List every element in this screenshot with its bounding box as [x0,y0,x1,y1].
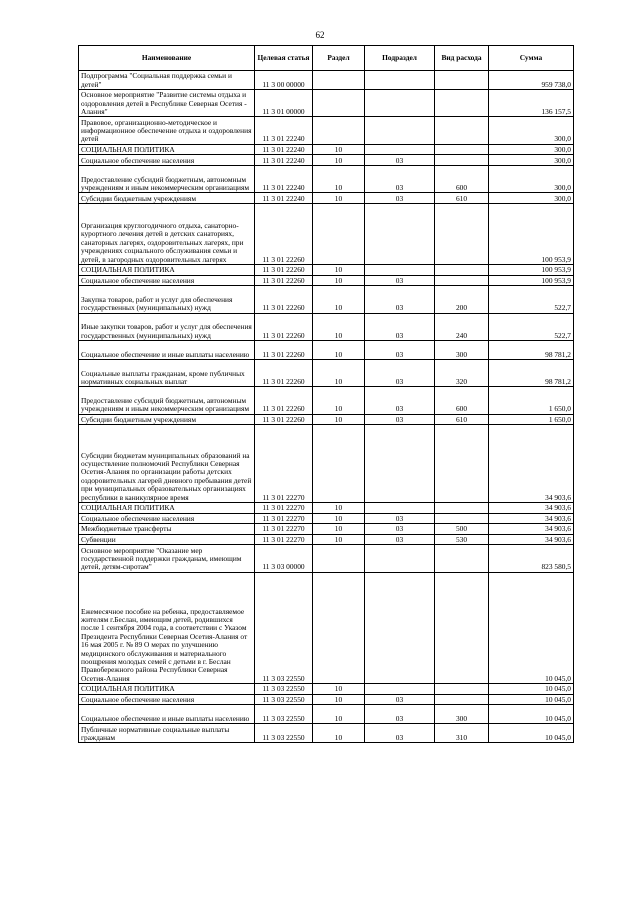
cell-subsection: 03 [365,534,435,545]
cell-expense-type: 500 [435,524,489,535]
table-row [79,71,574,90]
header-target-article: Целевая статья [255,46,313,71]
cell-section [313,117,365,144]
cell-section: 10 [313,534,365,545]
cell-section: 10 [313,524,365,535]
cell-section: 10 [313,144,365,155]
cell-section [313,71,365,90]
cell-amount: 1 650,0 [489,414,574,425]
cell-expense-type [435,90,489,117]
cell-target-article: 11 3 00 00000 [255,71,313,90]
cell-amount: 300,0 [489,165,574,192]
cell-section: 10 [313,264,365,275]
cell-target-article: 11 3 01 22270 [255,513,313,524]
cell-subsection: 03 [365,340,435,359]
cell-expense-type [435,155,489,166]
cell-amount: 34 903,6 [489,425,574,503]
cell-subsection [365,503,435,514]
cell-target-article: 11 3 01 22270 [255,524,313,535]
cell-target-article: 11 3 01 22240 [255,117,313,144]
cell-amount: 10 045,0 [489,684,574,695]
cell-expense-type [435,275,489,286]
table-row [79,90,574,117]
cell-amount: 100 953,9 [489,264,574,275]
cell-section [313,90,365,117]
cell-target-article: 11 3 01 22270 [255,534,313,545]
cell-amount: 300,0 [489,144,574,155]
cell-name: СОЦИАЛЬНАЯ ПОЛИТИКА [79,503,255,514]
cell-expense-type: 610 [435,414,489,425]
table-row [79,155,574,166]
table-row [79,524,574,535]
cell-name: Социальное обеспечение населения [79,513,255,524]
cell-expense-type [435,572,489,683]
cell-section: 10 [313,684,365,695]
cell-name: СОЦИАЛЬНАЯ ПОЛИТИКА [79,144,255,155]
cell-target-article: 11 3 03 22550 [255,705,313,724]
cell-target-article: 11 3 03 22550 [255,694,313,705]
table-row [79,724,574,743]
cell-expense-type [435,144,489,155]
table-row [79,144,574,155]
cell-section: 10 [313,165,365,192]
cell-name: Межбюджетные трансферты [79,524,255,535]
cell-target-article: 11 3 01 22260 [255,275,313,286]
cell-name: Публичные нормативные социальные выплаты гражданам [79,724,255,743]
table-row [79,313,574,340]
cell-target-article: 11 3 01 22260 [255,414,313,425]
cell-target-article: 11 3 01 22240 [255,193,313,204]
cell-subsection: 03 [365,414,435,425]
cell-target-article: 11 3 03 00000 [255,545,313,572]
cell-amount: 34 903,6 [489,503,574,514]
cell-target-article: 11 3 03 22550 [255,572,313,683]
cell-section [313,572,365,683]
header-expense-type: Вид расхода [435,46,489,71]
cell-amount: 98 781,2 [489,340,574,359]
cell-name: Основное мероприятие "Оказание мер государственной поддержки гражданам, имеющим детей, детям-сиротам" [79,545,255,572]
cell-expense-type: 300 [435,340,489,359]
cell-amount: 10 045,0 [489,724,574,743]
cell-section: 10 [313,193,365,204]
cell-section: 10 [313,286,365,313]
cell-name: СОЦИАЛЬНАЯ ПОЛИТИКА [79,684,255,695]
cell-expense-type [435,425,489,503]
table-row [79,545,574,572]
cell-subsection [365,90,435,117]
cell-expense-type [435,684,489,695]
cell-expense-type [435,503,489,514]
cell-name: Социальное обеспечение населения [79,694,255,705]
cell-amount: 100 953,9 [489,275,574,286]
cell-target-article: 11 3 01 22270 [255,503,313,514]
budget-table [78,45,574,743]
cell-target-article: 11 3 01 22260 [255,387,313,414]
cell-name: Ежемесячное пособие на ребенка, предоставляемое жителям г.Беслан, имеющим детей, родившихся после 1 сентября 2004 года, в соответствии с Указом Президента Республики Северная Осетия-Алания от 16 мая 2005 г. № 89 О мерах по улучшению медицинского обслуживания и материального поощрения молодых семей с детьми в г. Беслан Правобережного района Республики Северная Осетия-Алания [79,572,255,683]
cell-amount: 34 903,6 [489,534,574,545]
cell-amount: 300,0 [489,193,574,204]
cell-section [313,545,365,572]
cell-subsection: 03 [365,387,435,414]
table-row [79,387,574,414]
cell-name: Социальное обеспечение населения [79,275,255,286]
cell-target-article: 11 3 01 22260 [255,264,313,275]
cell-expense-type [435,117,489,144]
cell-target-article: 11 3 01 22260 [255,313,313,340]
cell-amount: 10 045,0 [489,694,574,705]
cell-subsection [365,203,435,264]
cell-subsection [365,684,435,695]
table-row [79,117,574,144]
table-row [79,503,574,514]
cell-amount: 136 157,5 [489,90,574,117]
table-row [79,165,574,192]
cell-section: 10 [313,313,365,340]
cell-target-article: 11 3 01 22240 [255,165,313,192]
table-row [79,340,574,359]
cell-subsection: 03 [365,359,435,386]
table-row [79,359,574,386]
table-row [79,705,574,724]
cell-subsection [365,545,435,572]
cell-amount: 522,7 [489,313,574,340]
cell-subsection [365,572,435,683]
cell-section [313,425,365,503]
cell-name: Субсидии бюджетным учреждениям [79,414,255,425]
table-body [79,71,574,743]
cell-subsection [365,425,435,503]
cell-target-article: 11 3 03 22550 [255,684,313,695]
cell-expense-type: 530 [435,534,489,545]
cell-name: Закупка товаров, работ и услуг для обеспечения государственных (муниципальных) нужд [79,286,255,313]
cell-name: Социальное обеспечение и иные выплаты населению [79,705,255,724]
cell-name: Социальное обеспечение и иные выплаты населению [79,340,255,359]
cell-target-article: 11 3 01 22240 [255,144,313,155]
cell-section [313,203,365,264]
table-row [79,684,574,695]
cell-expense-type: 200 [435,286,489,313]
cell-subsection [365,117,435,144]
cell-amount: 10 045,0 [489,572,574,683]
cell-amount: 98 781,2 [489,359,574,386]
cell-amount: 959 738,0 [489,71,574,90]
table-row [79,694,574,705]
cell-subsection [365,264,435,275]
cell-amount: 10 045,0 [489,705,574,724]
cell-section: 10 [313,359,365,386]
cell-name: Субвенции [79,534,255,545]
cell-section: 10 [313,340,365,359]
table-row [79,264,574,275]
table-row [79,203,574,264]
cell-amount: 300,0 [489,155,574,166]
cell-expense-type [435,264,489,275]
cell-target-article: 11 3 01 22260 [255,203,313,264]
cell-subsection [365,71,435,90]
cell-section: 10 [313,275,365,286]
cell-name: Правовое, организационно-методическое и информационное обеспечение отдыха и оздоровления детей [79,117,255,144]
cell-subsection: 03 [365,313,435,340]
cell-target-article: 11 3 03 22550 [255,724,313,743]
cell-amount: 100 953,9 [489,203,574,264]
cell-subsection: 03 [365,155,435,166]
cell-subsection: 03 [365,165,435,192]
cell-section: 10 [313,694,365,705]
cell-subsection: 03 [365,286,435,313]
cell-name: Субсидии бюджетным учреждениям [79,193,255,204]
cell-expense-type [435,694,489,705]
table-row [79,513,574,524]
page-number: 62 [315,30,325,40]
cell-name: Организация круглогодичного отдыха, санаторно-курортного лечения детей в детских санаториях, санаторных лагерях, оздоровительных лагерях, при учреждениях социального обслуживания семьи и детей, в загородных оздоровительных лагерях [79,203,255,264]
cell-name: Иные закупки товаров, работ и услуг для обеспечения государственных (муниципальных) нужд [79,313,255,340]
cell-target-article: 11 3 01 22270 [255,425,313,503]
cell-section: 10 [313,387,365,414]
cell-expense-type: 320 [435,359,489,386]
cell-section: 10 [313,513,365,524]
cell-expense-type [435,203,489,264]
cell-expense-type: 300 [435,705,489,724]
cell-subsection: 03 [365,694,435,705]
cell-subsection: 03 [365,524,435,535]
cell-name: Социальное обеспечение населения [79,155,255,166]
cell-subsection: 03 [365,705,435,724]
header-row [79,46,574,71]
cell-name: Предоставление субсидий бюджетным, автономным учреждениям и иным некоммерческим организациям [79,387,255,414]
table-row [79,275,574,286]
cell-section: 10 [313,503,365,514]
cell-expense-type [435,513,489,524]
cell-section: 10 [313,705,365,724]
cell-subsection: 03 [365,193,435,204]
cell-expense-type: 600 [435,387,489,414]
cell-name: СОЦИАЛЬНАЯ ПОЛИТИКА [79,264,255,275]
cell-amount: 34 903,6 [489,513,574,524]
cell-target-article: 11 3 01 22260 [255,340,313,359]
cell-target-article: 11 3 01 00000 [255,90,313,117]
cell-section: 10 [313,414,365,425]
cell-expense-type [435,71,489,90]
cell-subsection [365,144,435,155]
header-amount: Сумма [489,46,574,71]
cell-section: 10 [313,724,365,743]
cell-name: Подпрограмма "Социальная поддержка семьи и детей" [79,71,255,90]
header-section: Раздел [313,46,365,71]
cell-target-article: 11 3 01 22260 [255,359,313,386]
cell-subsection: 03 [365,724,435,743]
cell-subsection: 03 [365,275,435,286]
cell-amount: 1 650,0 [489,387,574,414]
table-row [79,572,574,683]
cell-expense-type [435,545,489,572]
table-row [79,534,574,545]
cell-expense-type: 240 [435,313,489,340]
cell-target-article: 11 3 01 22260 [255,286,313,313]
cell-name: Предоставление субсидий бюджетным, автономным учреждениям и иным некоммерческим организациям [79,165,255,192]
cell-name: Субсидии бюджетам муниципальных образований на осуществление полномочий Республики Северная Осетия-Алания по организации работы детских оздоровительных лагерей дневного пребывания детей при муниципальных образовательных организациях республики в каникулярное время [79,425,255,503]
cell-amount: 823 580,5 [489,545,574,572]
header-name: Наименование [79,46,255,71]
cell-expense-type: 310 [435,724,489,743]
cell-target-article: 11 3 01 22240 [255,155,313,166]
table-row [79,425,574,503]
cell-subsection: 03 [365,513,435,524]
table-header [79,46,574,71]
table-row [79,193,574,204]
cell-amount: 300,0 [489,117,574,144]
cell-expense-type: 600 [435,165,489,192]
cell-expense-type: 610 [435,193,489,204]
cell-name: Основное мероприятие "Развитие системы отдыха и оздоровления детей в Республике Северная Осетия - Алания" [79,90,255,117]
cell-amount: 34 903,6 [489,524,574,535]
table-row [79,286,574,313]
table-row [79,414,574,425]
header-subsection: Подраздел [365,46,435,71]
cell-name: Социальные выплаты гражданам, кроме публичных нормативных социальных выплат [79,359,255,386]
cell-section: 10 [313,155,365,166]
cell-amount: 522,7 [489,286,574,313]
